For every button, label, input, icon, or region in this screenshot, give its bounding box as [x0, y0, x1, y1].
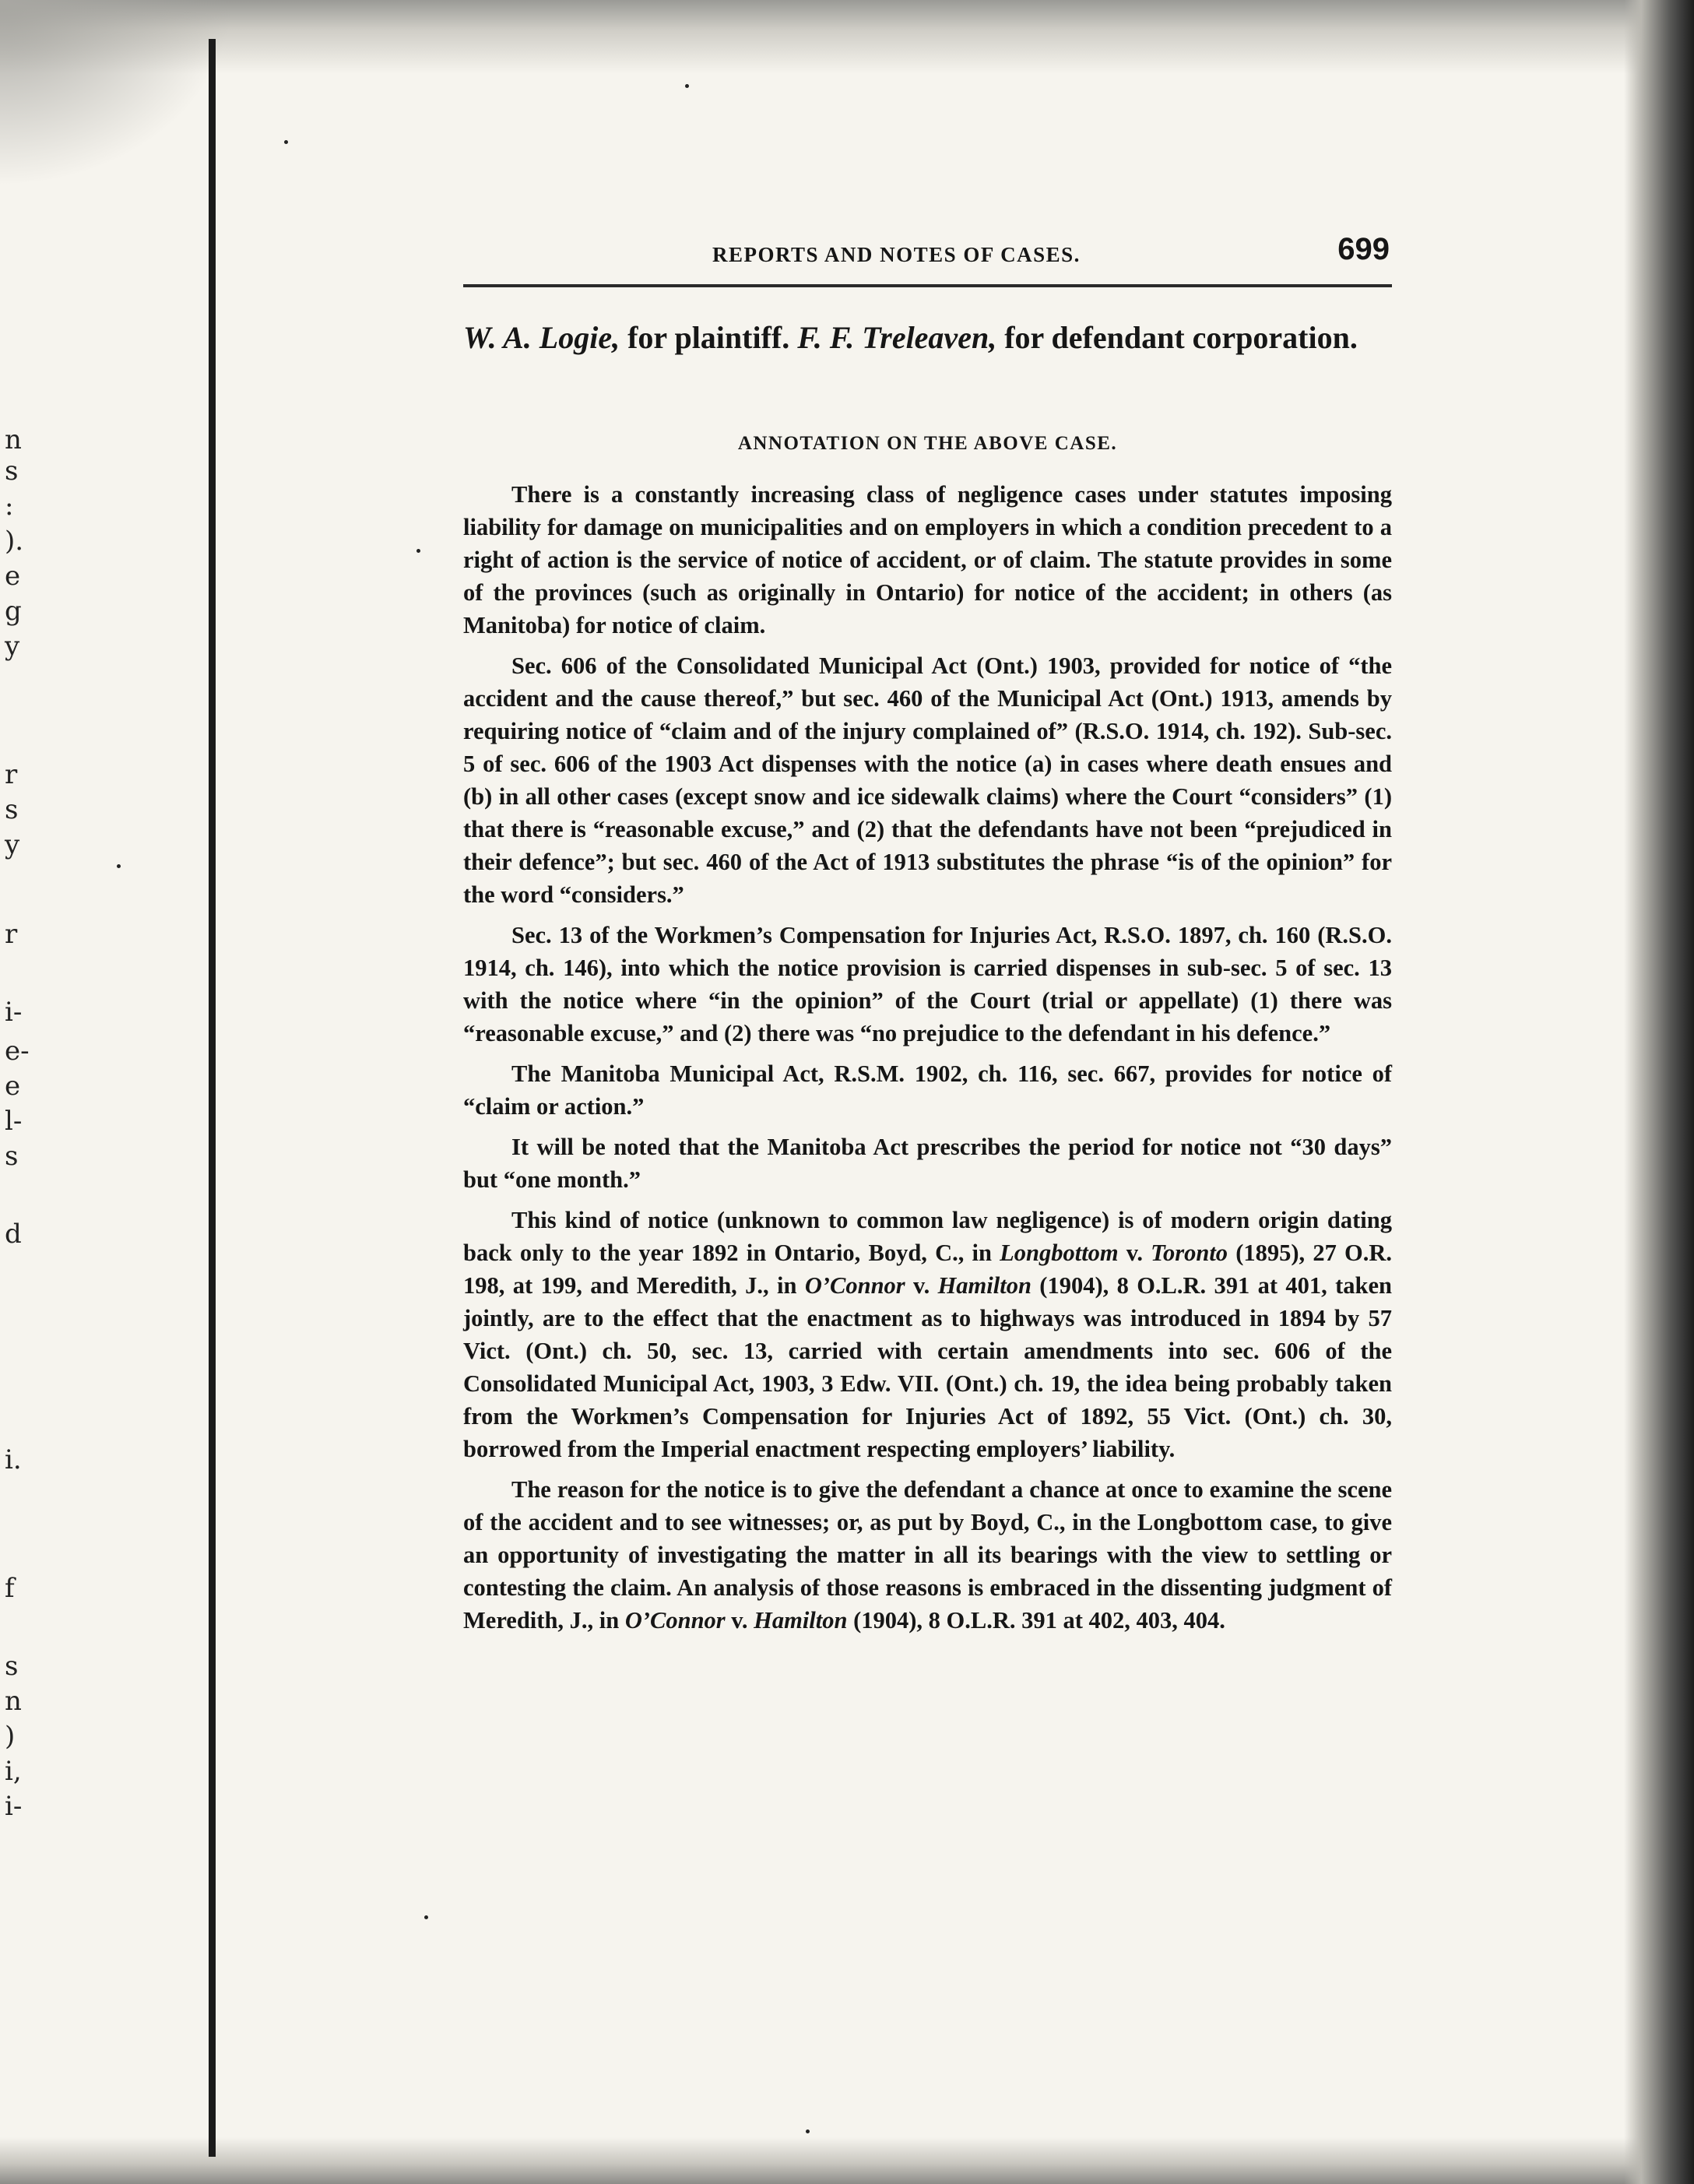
- margin-fragment: r: [5, 919, 18, 950]
- margin-fragment: n: [5, 1686, 22, 1717]
- defendant-role: for defendant corporation.: [996, 320, 1358, 355]
- margin-fragment: f: [5, 1573, 15, 1604]
- paragraph-text: v.: [1118, 1240, 1151, 1266]
- paragraph-text: This kind of notice (unknown to common law negligence) is of modern origin dating back only to the year 1892 in Ontario, Boyd, C., in: [463, 1207, 1392, 1266]
- annotation-body: [463, 478, 1392, 1644]
- case-name: O’Connor: [804, 1272, 905, 1299]
- margin-fragment: r: [5, 759, 18, 790]
- counsel-line: [463, 318, 1392, 358]
- margin-fragment: d: [5, 1219, 22, 1250]
- case-name: O’Connor: [624, 1607, 726, 1634]
- margin-fragment: e: [5, 1071, 21, 1102]
- scan-speck: [685, 84, 689, 88]
- case-name: Hamilton: [937, 1272, 1032, 1299]
- paragraph: It will be noted that the Manitoba Act prescribes the period for notice not “30 days” but “one month.”: [463, 1134, 1392, 1193]
- paragraph: The Manitoba Municipal Act, R.S.M. 1902, ch. 116, sec. 667, provides for notice of “claim or action.”: [463, 1060, 1392, 1120]
- margin-fragment: g: [5, 596, 22, 627]
- margin-fragment: y: [5, 829, 20, 860]
- margin-fragment: e-: [5, 1036, 30, 1067]
- paragraph-text: (1904), 8 O.L.R. 391 at 401, taken jointly, are to the effect that the enactment as to highways was introduced in 1894 by 57 Vict. (Ont.) ch. 50, sec. 13, carried with certain amendments into sec. 606 of the Consolidated Municipal Act, 1903, 3 Edw. VII. (Ont.) ch. 19, the idea being probably taken from the Workmen’s Compensation for Injuries Act of 1892, 55 Vict. (Ont.) ch. 30, borrowed from the Imperial enactment respecting employers’ liability.: [463, 1272, 1392, 1462]
- paragraph-text: (1895), 27 O.R. 198, at 199, and Meredith, J., in: [463, 1240, 1392, 1299]
- paragraph: Sec. 606 of the Consolidated Municipal Act (Ont.) 1903, provided for notice of “the accident and the cause thereof,” but sec. 460 of the Municipal Act (Ont.) 1913, amends by requiring notice of “claim and of the injury complained of” (R.S.O. 1914, ch. 192). Sub-sec. 5 of sec. 606 of the 1903 Act dispenses with the notice (a) in cases where death ensues and (b) in all other cases (except snow and ice sidewalk claims) where the Court “considers” (1) that there is “reasonable excuse,” and (2) that the defendants have not been “prejudiced in their defence”; but sec. 460 of the Act of 1913 substitutes the phrase “is of the opinion” for the word “considers.”: [463, 652, 1392, 908]
- margin-fragment: n: [5, 424, 22, 455]
- paragraph-text: The reason for the notice is to give the defendant a chance at once to examine the scene of the accident and to see witnesses; or, as put by Boyd, C., in the Longbottom case, to give an opportunity of investigating the matter in all its bearings with the view to settling or contesting the claim. An analysis of those reasons is embraced in the dissenting judgment of Meredith, J., in: [463, 1476, 1392, 1634]
- margin-fragment: s: [5, 1651, 19, 1682]
- scan-speck: [117, 864, 121, 868]
- plaintiff-counsel-name: W. A. Logie,: [463, 320, 620, 355]
- scan-edge-top: [0, 0, 1694, 74]
- scan-speck: [416, 549, 420, 553]
- scan-edge-right: [1624, 0, 1694, 2184]
- paragraph: Sec. 13 of the Workmen’s Compensation for Injuries Act, R.S.O. 1897, ch. 160 (R.S.O. 1914, ch. 146), into which the notice provision is carried dispenses in sub-sec. 5 of sec. 13 with the notice where “in the opinion” of the Court (trial or appellate) (1) there was “reasonable excuse,” and (2) there was “no prejudice to the defendant in his defence.”: [463, 922, 1392, 1046]
- margin-fragment: l-: [5, 1106, 23, 1137]
- defendant-counsel-name: F. F. Treleaven,: [797, 320, 997, 355]
- margin-fragment: y: [5, 631, 20, 662]
- paragraph: [463, 1473, 1392, 1637]
- scan-speck: [806, 2129, 810, 2133]
- paragraph-text: (1904), 8 O.L.R. 391 at 402, 403, 404.: [847, 1607, 1225, 1634]
- scan-speck: [424, 1915, 428, 1919]
- margin-fragment: i-: [5, 1791, 23, 1822]
- page-header: [463, 232, 1390, 279]
- paragraph-text: v.: [725, 1607, 754, 1634]
- margin-fragment: :: [5, 491, 14, 522]
- facing-page-margin-fragments: [5, 0, 36, 2184]
- margin-fragment: s: [5, 1141, 19, 1172]
- binding-gutter-line: [209, 39, 216, 2157]
- plaintiff-role: for plaintiff.: [620, 320, 798, 355]
- margin-fragment: i,: [5, 1756, 22, 1787]
- margin-fragment: ): [5, 1721, 16, 1752]
- margin-fragment: e: [5, 561, 21, 592]
- margin-fragment: s: [5, 794, 19, 825]
- case-name: Longbottom: [1000, 1240, 1119, 1266]
- case-name: Toronto: [1151, 1240, 1228, 1266]
- running-head: REPORTS AND NOTES OF CASES.: [712, 243, 1081, 266]
- page-number: 699: [1337, 232, 1390, 266]
- annotation-heading: ANNOTATION ON THE ABOVE CASE.: [737, 433, 1118, 454]
- margin-fragment: i-: [5, 997, 23, 1028]
- paragraph: [463, 1204, 1392, 1465]
- scan-edge-bottom: [0, 2137, 1694, 2184]
- header-rule: [463, 284, 1392, 287]
- paragraph: There is a constantly increasing class of negligence cases under statutes imposing liability for damage on municipalities and on employers in which a condition precedent to a right of action is the service of notice of accident, or of claim. The statute provides in some of the provinces (such as originally in Ontario) for notice of the accident; in others (as Manitoba) for notice of claim.: [463, 481, 1392, 638]
- case-name: Hamilton: [754, 1607, 848, 1634]
- paragraph-text: v.: [905, 1272, 938, 1299]
- margin-fragment: ).: [5, 526, 24, 557]
- margin-fragment: i.: [5, 1444, 22, 1475]
- margin-fragment: s: [5, 455, 19, 487]
- scan-speck: [284, 140, 288, 144]
